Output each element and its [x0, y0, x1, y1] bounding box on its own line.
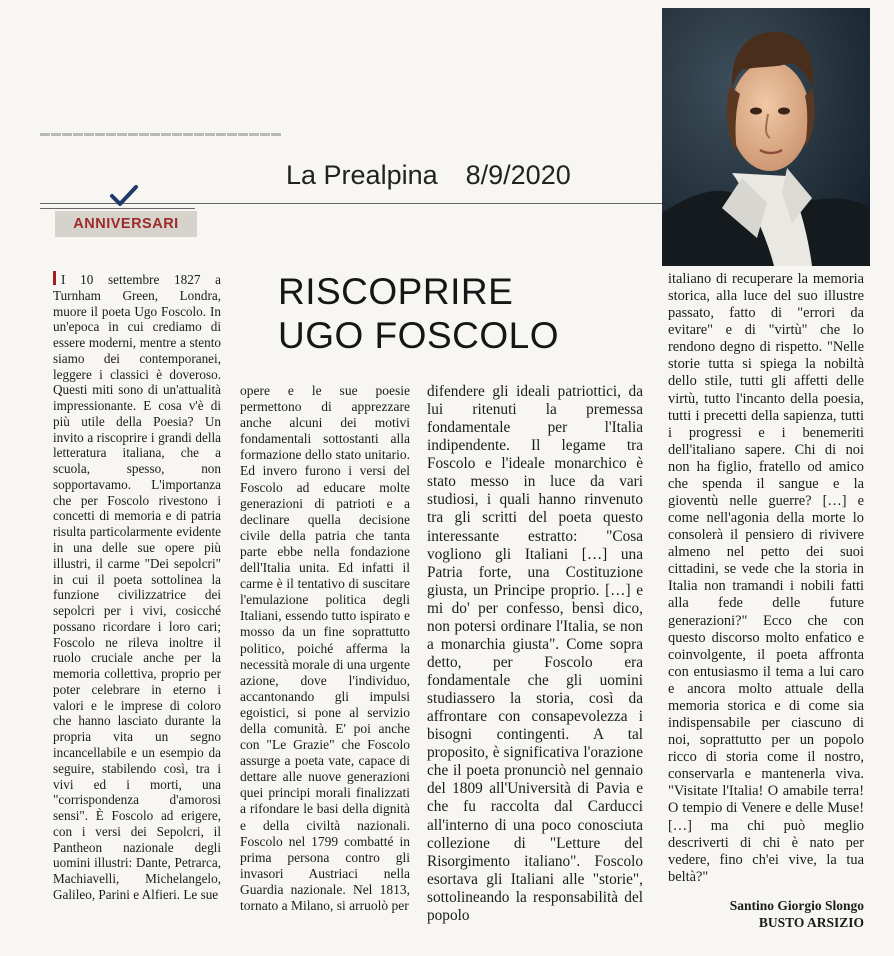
author-city: BUSTO ARSIZIO [758, 915, 864, 930]
article-column-3 [427, 383, 643, 925]
newspaper-name: La Prealpina [286, 160, 438, 190]
newspaper-source [286, 160, 571, 191]
headline-line-2: UGO FOSCOLO [278, 315, 559, 356]
article-column-4 [668, 271, 864, 886]
section-rule [40, 208, 195, 209]
paragraph-marker [53, 271, 56, 285]
headline-line-1: RISCOPRIRE [278, 271, 514, 312]
article-column-1 [53, 271, 221, 903]
author-name: Santino Giorgio Slongo [729, 898, 864, 913]
article-headline [278, 270, 638, 358]
column-4-text: italiano di recuperare la memoria storica, alla luce del suo illustre passato, fatto di "errori da evitare" e di "virtù" che lo rendono degno di rispetto. "Nelle storie tutta si spiega la nobiltà dello stile, tutti gli affetti delle virtù, tutto l'incanto della poesia, tutti i precetti della sapienza, tutti i progressi e i benemeriti dell'italiano sapere. Chi di noi non ha figlio, fratello od amico che spenda il sangue e la gioventù nelle guerre? […] e come nell'agonia della morte lo consolerà il pensiero di rivivere almeno nel petto dei suoi cittadini, se vede che la storia in Italia non tramandi i nobili fatti alla fede delle future generazioni?" Ecco che con questo discorso molto enfatico e coinvolgente, il poeta affronta con entusiasmo il tema a lui caro e ancora molto attuale della memoria storica e di come sia indispensabile per ciascuno di noi, soprattutto per un popolo ricco di storia come il nostro, conservarla e mantenerla viva. "Visitate l'Italia! O amabile terra! O tempio di Venere e delle Muse! […] ma chi può meglio descriverti di chi è nato per vedere, fino ch'ei vive, la tua beltà?" [668, 271, 864, 885]
publication-date: 8/9/2020 [465, 160, 571, 190]
ugo-foscolo-portrait [662, 8, 870, 266]
column-2-text: opere e le sue poesie permettono di apprezzare anche alcuni dei motivi fondamentali sottostanti alla formazione dello stato unitario. Ed invero furono i versi del Foscolo ad educare molte generazioni di patrioti e a declinare quella decisione civile della patria che tanta parte ebbe nella fondazione dell'Italia unita. Ed infatti il carme è il tentativo di suscitare l'emulazione politica degli Italiani, essendo tutto ispirato e mosso da un fine soprattutto politico, poiché afferma la necessità morale di una urgente azione, dove l'individuo, accantonando gli impulsi egoistici, si pone al servizio della comunità. E' poi anche con "Le Grazie" che Foscolo assurge a poeta vate, capace di dettare alle nuove generazioni quei principi morali finalizzati a rifondare le basi della dignità e della civiltà nazionali. Foscolo nel 1799 combatté in prima persona contro gli invasori Austriaci nella Guardia nazionale. Nel 1813, tornato a Milano, si arruolò per [240, 383, 410, 913]
article-column-2 [240, 383, 410, 914]
faded-previous-page-text: ▬▬▬▬▬▬▬▬▬▬▬▬▬▬▬▬▬▬▬▬▬▬ [40, 128, 282, 139]
column-3-text: difendere gli ideali patriottici, da lui ritenuti la premessa fondamentale per l'Italia indipendente. Il legame tra Foscolo e l'ideale monarchico è stato messo in luce da vari studiosi, i quali hanno rinvenuto tra gli scritti del poeta questo interessante estratto: "Cosa vogliono gli Italiani […] una Patria forte, una Costituzione giusta, un Principe proprio. […] e mi do' per confesso, bensì dico, non potersi ordinare l'Italia, se non a monarchia giusta". Come sopra detto, per Foscolo era fondamentale che gli uomini studiassero la storia, così da affrontare con consapevolezza i bisogni contingenti. A tal proposito, è significativa l'orazione che il poeta pronunciò nel gennaio del 1809 all'Università di Pavia e che fu raccolta dal Carducci all'interno di una poco conosciuta collezione di "Letture del Risorgimento italiano". Foscolo esortava gli Italiani alle "storie", sottolineando la responsabilità del popolo [427, 383, 643, 924]
checkmark-icon [109, 184, 139, 208]
section-tag: ANNIVERSARI [55, 211, 197, 237]
column-1-text: I 10 settembre 1827 a Turnham Green, Londra, muore il poeta Ugo Foscolo. In un'epoca in cui crediamo di essere moderni, mentre a stento siamo dei contemporanei, leggere i classici è doveroso. Questi miti sono di un'attualità impressionante. E cosa v'è di più utile della Poesia? Un invito a riscoprire i grandi della letteratura italiana, che a scuola, spesso, non sopportavamo. L'importanza che per Foscolo rivestono i concetti di memoria e di patria risulta particolarmente evidente in una delle sue opere più illustri, il carme "Dei sepolcri" in cui il poeta sottolinea la funzione civilizzatrice dei sepolcri per i vivi, cosicché possano ricordare i loro cari; Foscolo ne rileva inoltre il ruolo cruciale anche per la memoria collettiva, proprio per poter celebrare in eterno i valori e le imprese di coloro che hanno lasciato durante la propria vita un segno incancellabile e un esempio da seguire, stabilendo così, tra i vivi ed i morti, una "corrispondenza d'amorosi sensi". È Foscolo ad erigere, con i versi dei Sepolcri, il Pantheon nazionale degli uomini illustri: Dante, Petrarca, Machiavelli, Michelangelo, Galileo, Parini e Alfieri. Le sue [53, 272, 221, 902]
